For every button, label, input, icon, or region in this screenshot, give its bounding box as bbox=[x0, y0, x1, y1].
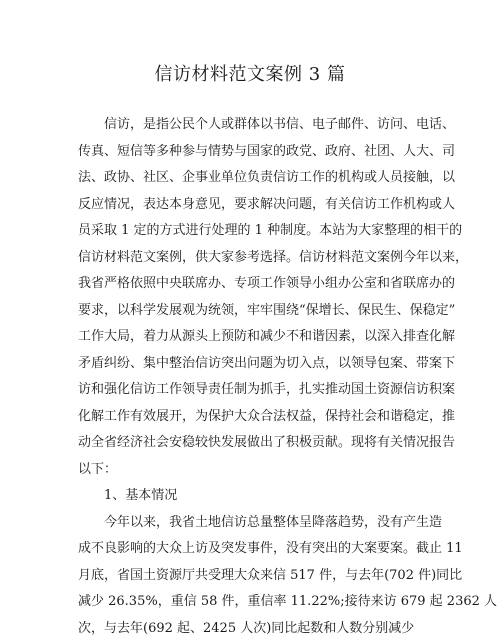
paragraph-line: 今年以来，我省土地信访总量整体呈降落趋势，没有产生造 bbox=[78, 510, 430, 537]
paragraph-line: 以下： bbox=[78, 457, 430, 484]
paragraph-line: 法、政协、社区、企事业单位负责信访工作的机构或人员接触，以 bbox=[78, 165, 430, 192]
paragraph-line: 访和强化信访工作领导责任制为抓手，扎实推动国土资源信访积案 bbox=[78, 377, 430, 404]
paragraph-line: 工作大局，着力从源头上预防和减少不和谐因素，以深入排查化解 bbox=[78, 324, 430, 351]
paragraph-line: 要求，以科学发展观为统领，牢牢围绕“保增长、保民生、保稳定” bbox=[78, 298, 430, 325]
paragraph-line: 矛盾纠纷、集中整治信访突出问题为切入点，以领导包案、带案下 bbox=[78, 351, 430, 378]
document-title: 信访材料范文案例 3 篇 bbox=[0, 60, 500, 86]
paragraph-line: 信访，是指公民个人或群体以书信、电子邮件、访问、电话、 bbox=[78, 112, 430, 139]
paragraph-line: 反应情况，表达本身意见，要求解决问题，有关信访工作机构或人 bbox=[78, 192, 430, 219]
document-body bbox=[78, 112, 430, 642]
section-heading: 1、基本情况 bbox=[78, 483, 430, 510]
paragraph-line: 信访材料范文案例，供大家参考选择。信访材料范文案例今年以来， bbox=[78, 245, 430, 272]
paragraph-line: 减少 26.35%，重信 58 件，重信率 11.22%;接待来访 679 起 2362 人 bbox=[78, 589, 430, 616]
paragraph-line: 月底，省国土资源厅共受理大众来信 517 件，与去年(702 件)同比 bbox=[78, 563, 430, 590]
paragraph-line: 我省严格依照中央联席办、专项工作领导小组办公室和省联席办的 bbox=[78, 271, 430, 298]
paragraph-line: 传真、短信等多种参与情势与国家的政党、政府、社团、人大、司 bbox=[78, 139, 430, 166]
paragraph-line: 员采取 1 定的方式进行处理的 1 种制度。本站为大家整理的相干的 bbox=[78, 218, 430, 245]
paragraph-line: 动全省经济社会安稳较快发展做出了积极贡献。现将有关情况报告 bbox=[78, 430, 430, 457]
paragraph-line: 化解工作有效展开，为保护大众合法权益，保持社会和谐稳定，推 bbox=[78, 404, 430, 431]
paragraph-line: 成不良影响的大众上访及突发事件，没有突出的大案要案。截止 11 bbox=[78, 536, 430, 563]
paragraph-line: 次，与去年(692 起、2425 人次)同比起数和人数分别减少 bbox=[78, 616, 430, 642]
